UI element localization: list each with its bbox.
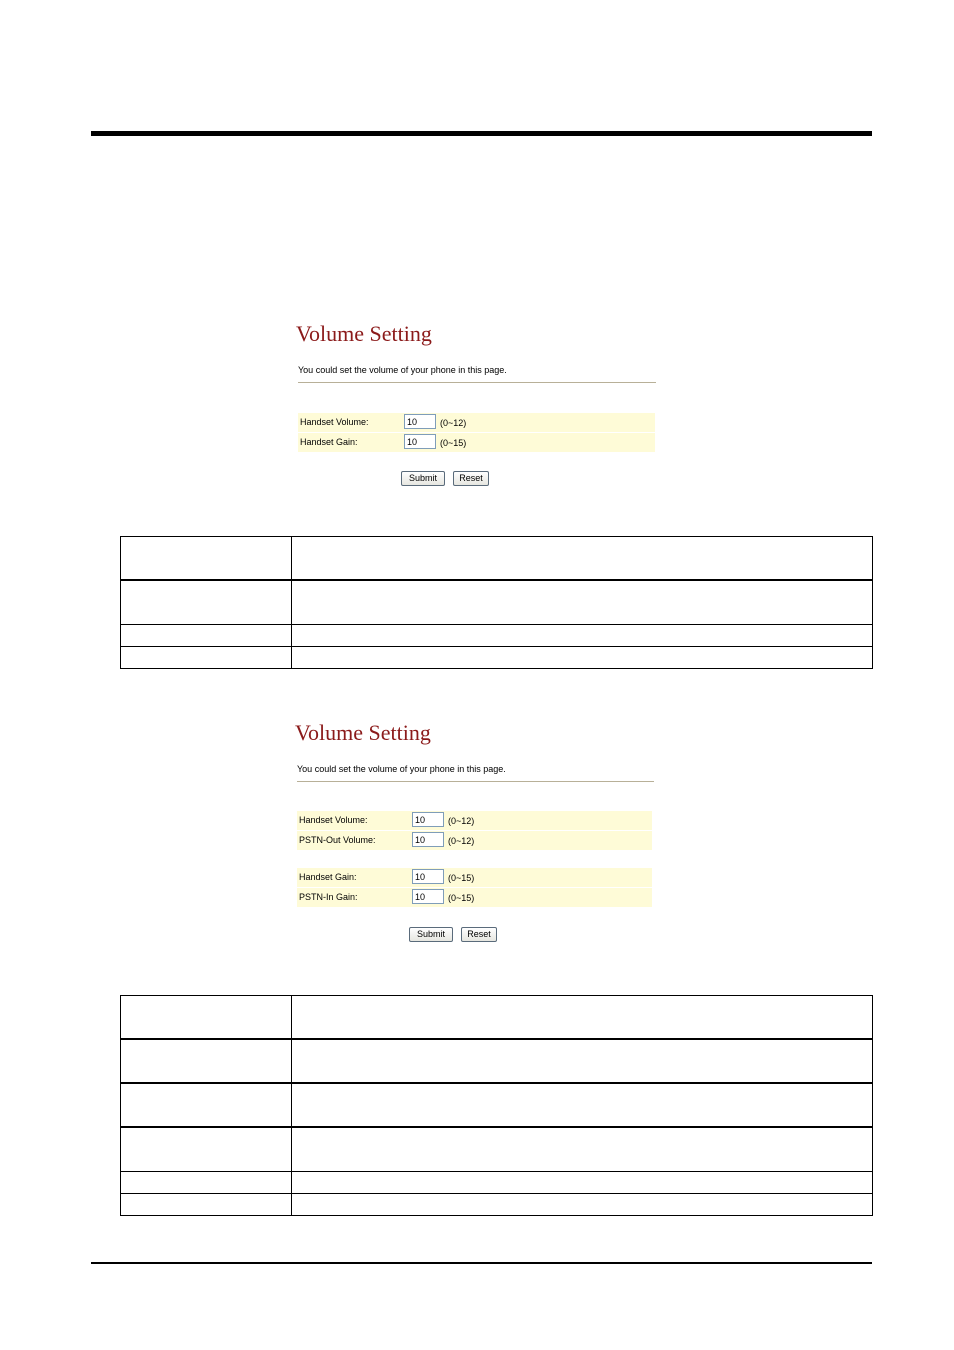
field-row-handset-volume	[298, 413, 655, 432]
field-label: Handset Volume:	[299, 815, 368, 825]
pstn-in-gain-input[interactable]	[412, 889, 444, 904]
panel-separator	[297, 781, 654, 782]
panel-separator	[298, 382, 656, 383]
table-row	[121, 581, 873, 625]
field-range: (0~15)	[448, 873, 475, 883]
table-row	[121, 1128, 873, 1172]
field-row-handset-volume	[297, 811, 652, 830]
field-label: PSTN-Out Volume:	[299, 835, 376, 845]
footer-rule	[91, 1262, 872, 1264]
submit-button[interactable]: Submit	[409, 927, 453, 942]
parameter-table-1	[120, 536, 873, 669]
field-row-handset-gain	[297, 868, 652, 887]
handset-gain-input[interactable]	[404, 434, 436, 449]
handset-gain-input[interactable]	[412, 869, 444, 884]
reset-button[interactable]: Reset	[453, 471, 489, 486]
field-range: (0~15)	[440, 438, 467, 448]
field-row-pstn-in-gain	[297, 888, 652, 907]
table-row	[121, 647, 873, 669]
table-row	[121, 1084, 873, 1128]
field-range: (0~12)	[440, 418, 467, 428]
field-range: (0~12)	[448, 836, 475, 846]
pstn-out-volume-input[interactable]	[412, 832, 444, 847]
field-row-pstn-out-volume	[297, 831, 652, 850]
table-row	[121, 996, 873, 1040]
field-label: Handset Gain:	[300, 437, 358, 447]
panel-title: Volume Setting	[295, 720, 431, 745]
panel-title: Volume Setting	[296, 321, 432, 346]
header-rule	[91, 131, 872, 136]
table-row	[121, 1172, 873, 1194]
volume-setting-panel-2	[295, 720, 655, 946]
field-label: PSTN-In Gain:	[299, 892, 358, 902]
submit-button[interactable]: Submit	[401, 471, 445, 486]
handset-volume-input[interactable]	[412, 812, 444, 827]
volume-setting-panel-1	[296, 321, 656, 491]
field-range: (0~12)	[448, 816, 475, 826]
panel-description: You could set the volume of your phone in this page.	[298, 365, 507, 375]
field-label: Handset Volume:	[300, 417, 369, 427]
panel-description: You could set the volume of your phone in this page.	[297, 764, 506, 774]
table-row	[121, 1040, 873, 1084]
table-row	[121, 625, 873, 647]
handset-volume-input[interactable]	[404, 414, 436, 429]
parameter-table-2	[120, 995, 873, 1216]
field-range: (0~15)	[448, 893, 475, 903]
field-label: Handset Gain:	[299, 872, 357, 882]
field-row-handset-gain	[298, 433, 655, 452]
reset-button[interactable]: Reset	[461, 927, 497, 942]
table-row	[121, 1194, 873, 1216]
table-row	[121, 537, 873, 581]
